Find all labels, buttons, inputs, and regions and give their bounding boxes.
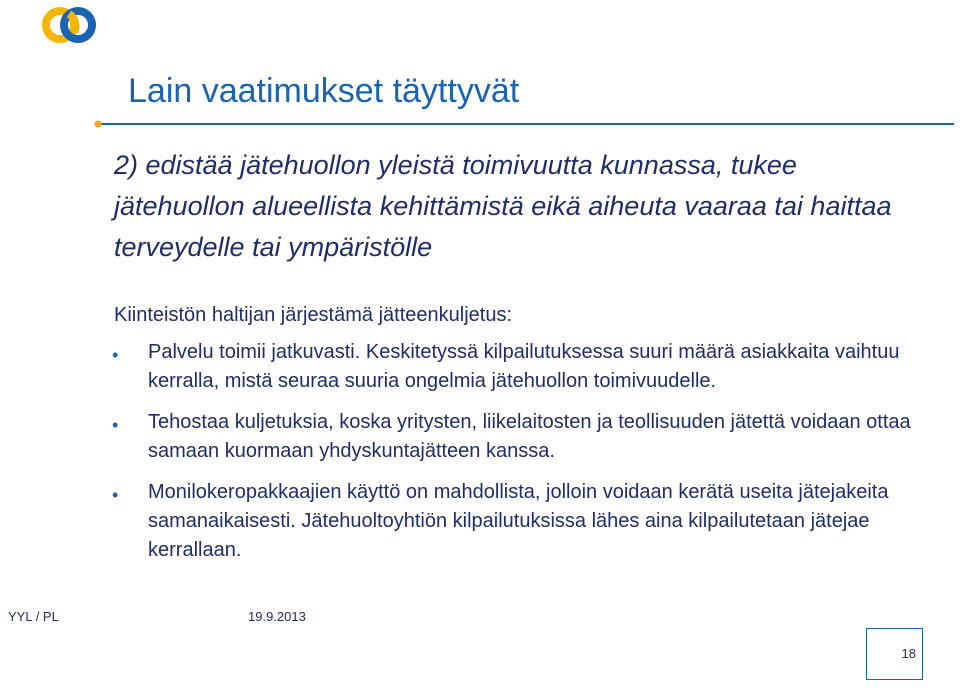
slide-title: Lain vaatimukset täyttyvät [128, 72, 520, 110]
bullet-text: Monilokeropakkaajien käyttö on mahdollista, jolloin voidaan kerätä useita jätejakeita samanaikaisesti. Jätehuoltoyhtiön kilpailutuksissa lähes aina kilpailutetaan jätejae kerrallaan. [148, 481, 889, 561]
bullet-icon: • [112, 485, 119, 505]
page-number: 18 [901, 646, 916, 661]
bullet-list [112, 338, 932, 577]
bullet-item [112, 408, 932, 466]
bullet-item [112, 478, 932, 565]
bullet-icon: • [112, 345, 119, 365]
footer-organization: YYL / PL [8, 609, 59, 624]
intro-text: Kiinteistön haltijan järjestämä jätteenkuljetus: [114, 304, 512, 326]
page-number-box [866, 628, 923, 680]
logo-icon [38, 4, 100, 46]
bullet-text: Palvelu toimii jatkuvasti. Keskitetyssä kilpailutuksessa suuri määrä asiakkaita vaihtuu kerralla, mistä seuraa suuria ongelmia jätehuollon toimivuudelle. [148, 341, 900, 392]
lead-paragraph: 2) edistää jätehuollon yleistä toimivuutta kunnassa, tukee jätehuollon alueellista kehittämistä eikä aiheuta vaaraa tai haittaa terveydelle tai ympäristölle [114, 150, 892, 262]
bullet-item [112, 338, 932, 396]
bullet-icon: • [112, 415, 119, 435]
title-divider [94, 120, 954, 128]
footer-date: 19.9.2013 [248, 609, 306, 624]
bullet-text: Tehostaa kuljetuksia, koska yritysten, liikelaitosten ja teollisuuden jätettä voidaan ottaa samaan kuormaan yhdyskuntajätteen kanssa. [148, 411, 911, 462]
